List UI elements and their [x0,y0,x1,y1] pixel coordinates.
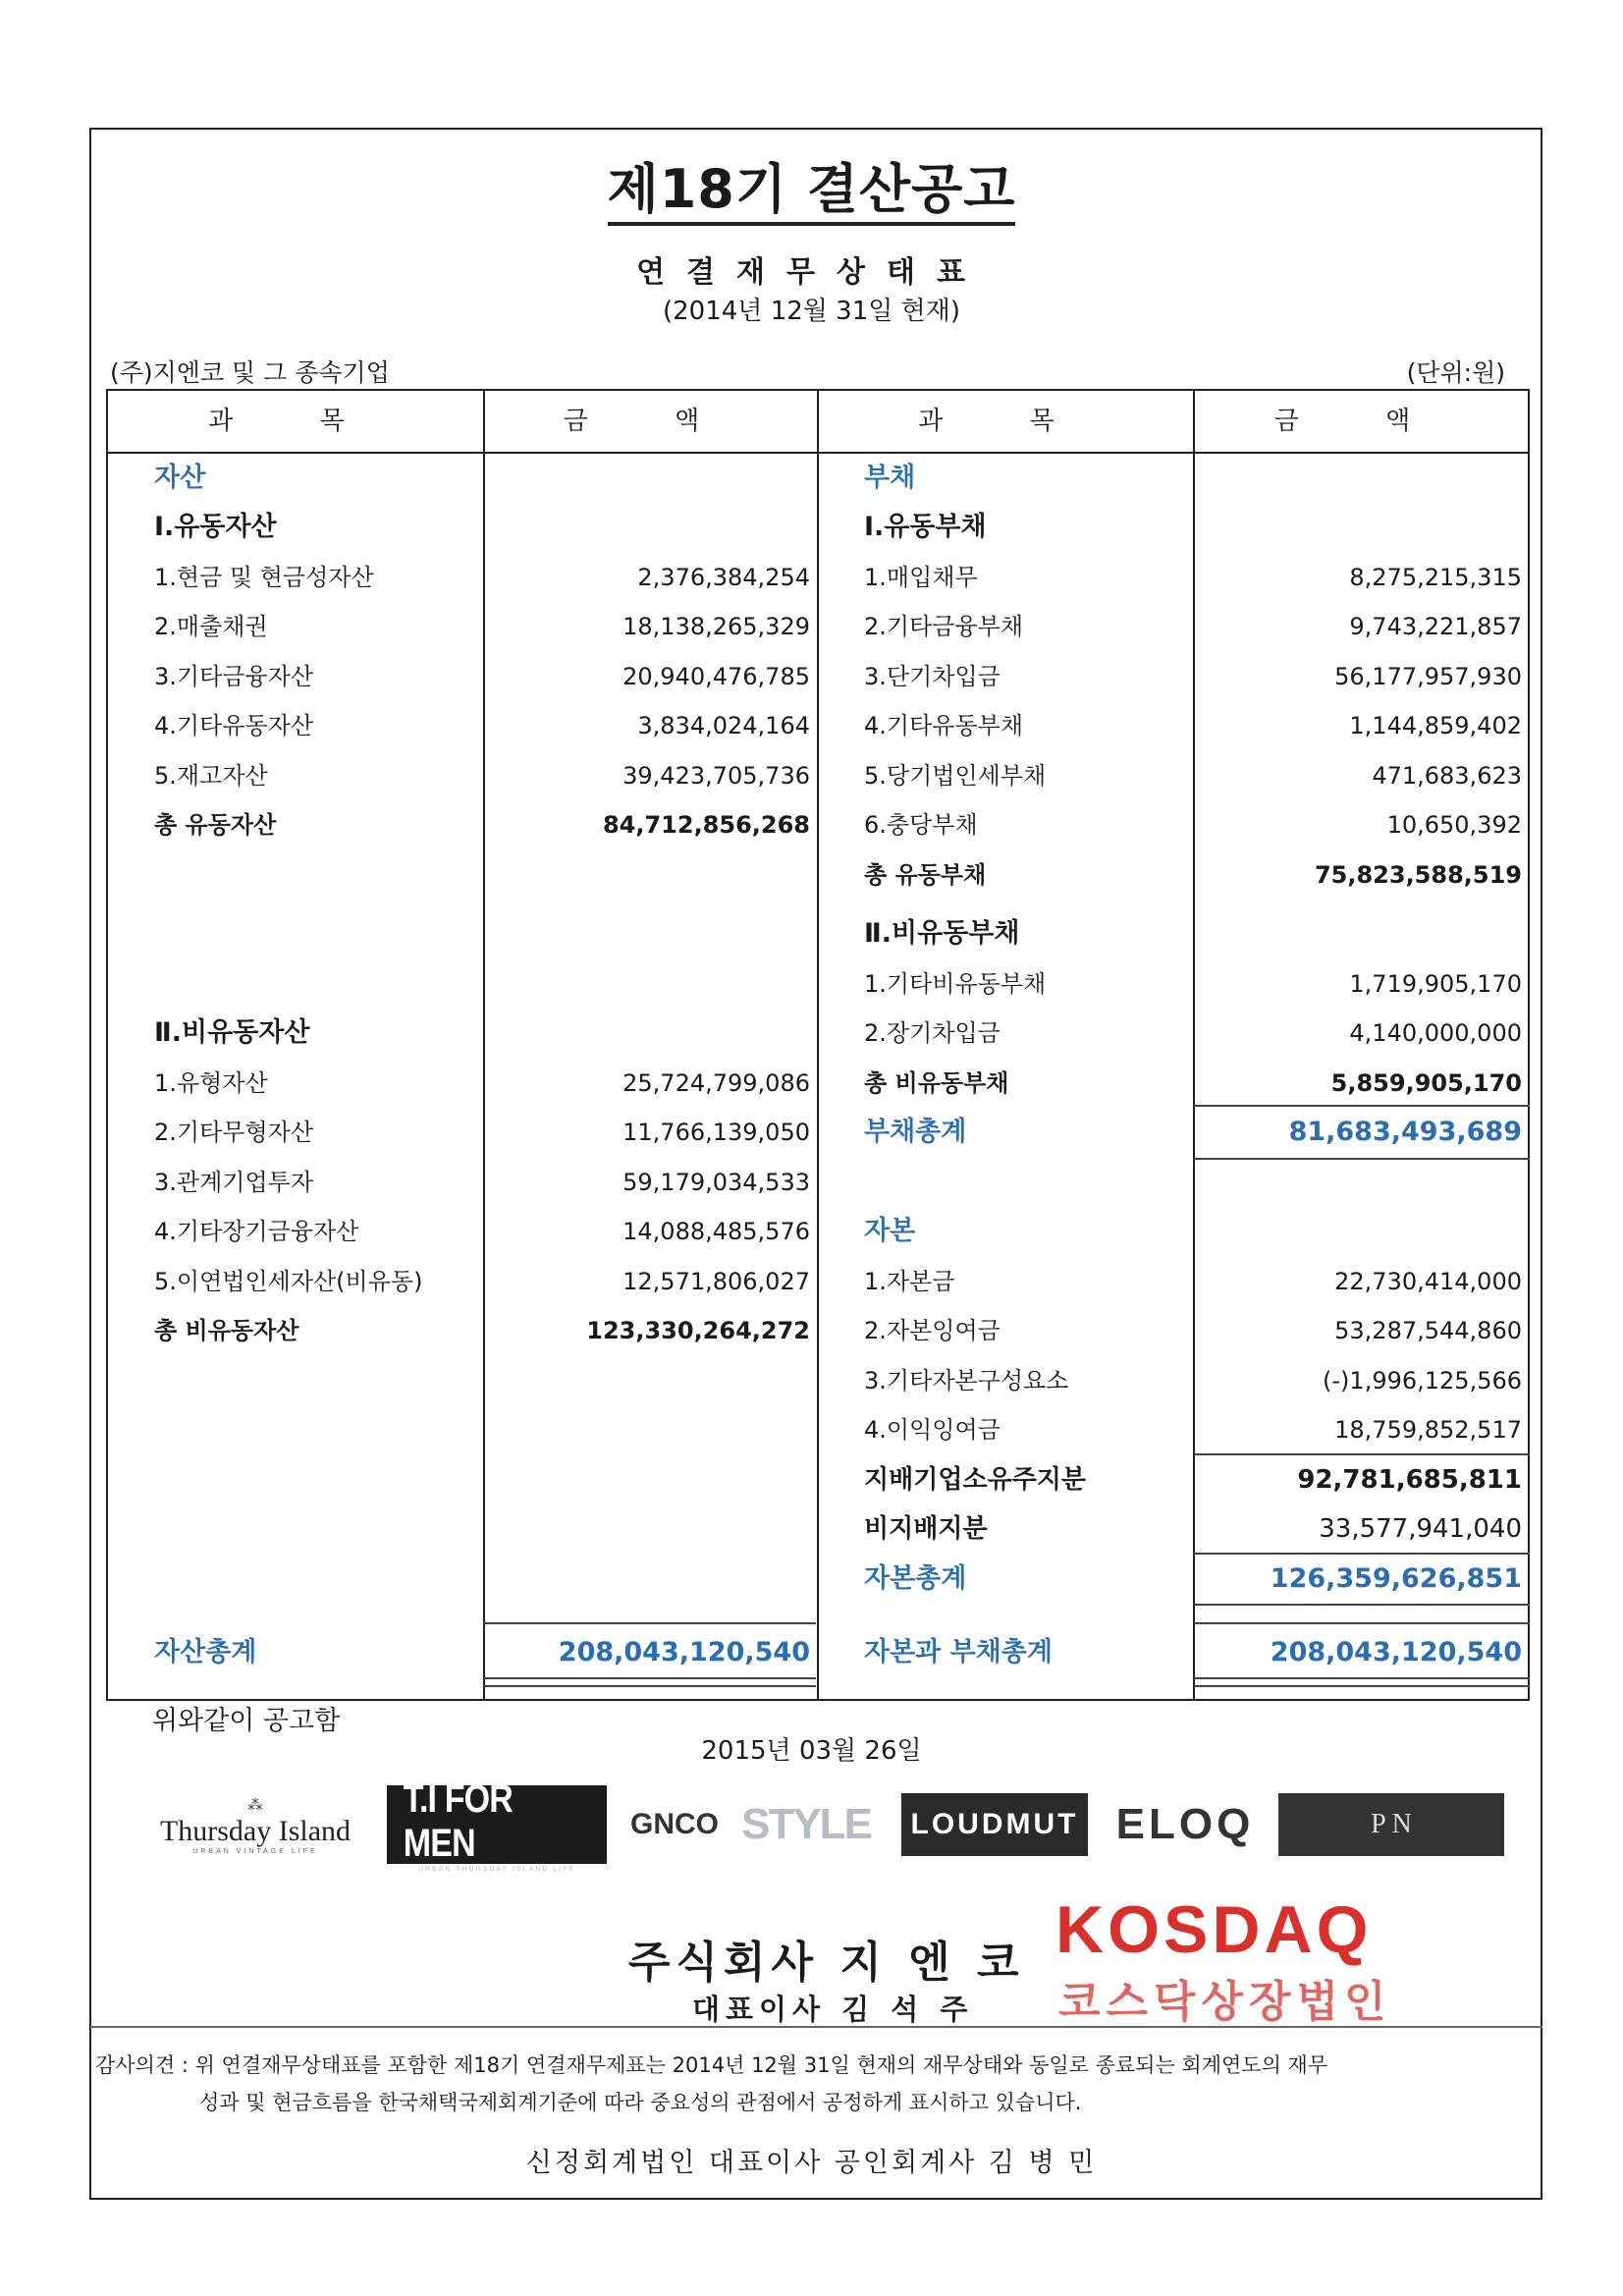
asset-item-amount: 3,834,024,164 [637,712,810,739]
total-rule [1194,1105,1530,1107]
asset-item-label: 4.기타유동자산 [154,712,314,739]
audit-opinion-line-1: 감사의견 : 위 연결재무상태표를 포함한 제18기 연결재무제표는 2014년 12월 31일 현재의 재무상태와 동일로 종료되는 회계연도의 재무 [95,2053,1328,2077]
loudmut-logo: LOUDMUT [901,1793,1088,1856]
liability-item-amount: 471,683,623 [1372,762,1522,790]
liabilities-total-label: 부채총계 [864,1117,967,1147]
asset-item-amount: 18,138,265,329 [622,613,810,640]
equity-item-label: 2.자본잉여금 [864,1317,1001,1344]
asset-item-amount: 59,179,034,533 [622,1169,810,1196]
asset-item-label: 2.기타무형자산 [154,1119,314,1146]
equity-item-amount: 53,287,544,860 [1334,1317,1522,1344]
corporation-name: 주식회사 지 엔 코 [628,1938,1025,1988]
ti-for-men-wordmark: T.I FOR MEN [403,1777,513,1865]
liability-item-amount: 4,140,000,000 [1349,1019,1522,1047]
announcement-text: 위와같이 공고함 [152,1706,341,1736]
statement-date: (2014년 12월 31일 현재) [663,297,960,326]
liability-item-amount: 1,144,859,402 [1349,712,1522,739]
assets-grand-total-label: 자산총계 [154,1637,257,1667]
ceo-name: 대표이사 김 석 주 [692,1993,974,2026]
current-assets-heading: Ⅰ.유동자산 [154,512,277,542]
total-rule [1194,1622,1530,1624]
assets-section-label: 자산 [154,463,206,493]
asset-item-label: 3.기타금융자산 [154,663,314,690]
announcement-date: 2015년 03월 26일 [701,1736,922,1766]
company-label: (주)지엔코 및 그 종속기업 [110,358,390,387]
liabilities-total-amount: 81,683,493,689 [1288,1117,1522,1147]
noncurrent-liabilities-total-amount: 5,859,905,170 [1330,1069,1522,1097]
equity-liabilities-grand-total-amount: 208,043,120,540 [1270,1637,1522,1667]
asset-item-label: 2.매출채권 [154,613,268,640]
liability-item-label: 3.단기차입금 [864,663,1001,690]
equity-total-label: 자본총계 [864,1563,967,1594]
liability-item-label: 5.당기법인세부채 [864,762,1047,790]
asset-item-label: 3.관계기업투자 [154,1169,314,1196]
total-rule [1194,1158,1530,1160]
equity-item-label: 4.이익잉여금 [864,1416,1001,1444]
ti-for-men-tagline: URBAN THURSDAY ISLAND LIFE [417,1865,576,1873]
controlling-interest-amount: 92,781,685,811 [1297,1465,1522,1495]
brand-logo-strip [137,1777,1512,1873]
asset-item-amount: 11,766,139,050 [622,1119,810,1146]
liability-item-amount: 10,650,392 [1386,811,1522,839]
statement-title: 연결재무상태표 [636,255,987,290]
audit-divider [90,2026,1542,2028]
total-rule [484,1622,816,1624]
noncurrent-liabilities-heading: Ⅱ.비유동부채 [864,918,1020,949]
pn-logo: P N [1278,1793,1504,1856]
asset-item-label: 5.재고자산 [154,762,268,790]
liabilities-section-label: 부채 [864,463,916,493]
noncontrolling-interest-label: 비지배지분 [864,1514,988,1544]
liability-item-label: 2.장기차입금 [864,1019,1001,1047]
liability-item-label: 2.기타금융부채 [864,613,1024,640]
asset-item-amount: 39,423,705,736 [622,762,810,790]
current-liabilities-heading: Ⅰ.유동부채 [864,512,987,542]
liability-item-amount: 56,177,957,930 [1334,663,1522,690]
header-item-left: 과 목 [208,407,384,436]
liability-item-label: 1.기타비유동부채 [864,970,1047,998]
kosdaq-logo: KOSDAQ [1055,1892,1373,1967]
asset-item-amount: 14,088,485,576 [622,1218,810,1245]
eloq-logo: ELOQ [1115,1800,1255,1848]
header-amount-right: 금 액 [1273,407,1450,436]
controlling-interest-label: 지배기업소유주지분 [864,1465,1087,1495]
equity-liabilities-grand-total-label: 자본과 부채총계 [864,1637,1053,1667]
current-assets-total-amount: 84,712,856,268 [602,811,810,839]
double-rule [1194,1677,1530,1687]
kosdaq-listed-label: 코스닥상장법인 [1058,1977,1392,2027]
asset-item-amount: 20,940,476,785 [622,663,810,690]
liability-item-label: 4.기타유동부채 [864,712,1024,739]
balance-sheet-table [106,389,1530,1701]
gnco-wordmark: GNCO [630,1808,719,1840]
auditor-signature: 신정회계법인 대표이사 공인회계사 김 병 민 [525,2148,1098,2178]
thursday-island-tagline: URBAN VINTAGE LIFE [192,1847,318,1855]
liability-item-amount: 1,719,905,170 [1349,970,1522,998]
liability-item-amount: 9,743,221,857 [1349,613,1522,640]
equity-item-amount: 18,759,852,517 [1334,1416,1522,1444]
ti-for-men-logo [387,1777,607,1873]
equity-section-label: 자본 [864,1216,916,1246]
noncurrent-liabilities-total-label: 총 비유동부채 [864,1069,1009,1097]
header-divider [108,452,1528,454]
noncontrolling-interest-amount: 33,577,941,040 [1319,1514,1522,1544]
equity-item-amount: (-)1,996,125,566 [1323,1367,1522,1394]
equity-total-amount: 126,359,626,851 [1270,1563,1522,1594]
asset-item-amount: 12,571,806,027 [622,1268,810,1295]
diamond-mark-icon: ⁂ [247,1796,263,1814]
header-amount-left: 금 액 [563,407,739,436]
asset-item-label: 5.이연법인세자산(비유동) [154,1268,423,1295]
column-divider [817,391,819,1699]
thursday-island-logo [137,1785,373,1864]
asset-item-label: 1.현금 및 현금성자산 [154,564,374,591]
equity-item-label: 1.자본금 [864,1268,955,1295]
equity-item-amount: 22,730,414,000 [1334,1268,1522,1295]
header-item-right: 과 목 [918,407,1094,436]
liability-item-amount: 8,275,215,315 [1349,564,1522,591]
asset-item-label: 4.기타장기금융자산 [154,1218,359,1245]
double-rule [484,1677,816,1687]
liability-item-label: 1.매입채무 [864,564,978,591]
noncurrent-assets-total-label: 총 비유동자산 [154,1317,299,1344]
audit-opinion [95,2047,1470,2121]
noncurrent-assets-total-amount: 123,330,264,272 [586,1317,810,1344]
thursday-island-wordmark: Thursday Island [159,1814,352,1847]
unit-label: (단위:원) [1406,358,1505,387]
current-assets-total-label: 총 유동자산 [154,811,277,839]
asset-item-amount: 2,376,384,254 [637,564,810,591]
asset-item-label: 1.유형자산 [154,1069,268,1097]
page-title: 제18기 결산공고 [0,147,1623,223]
total-rule [1194,1604,1530,1606]
assets-grand-total-amount: 208,043,120,540 [558,1637,810,1667]
style-wordmark: STYLE [741,1800,871,1848]
noncurrent-assets-heading: Ⅱ.비유동자산 [154,1017,310,1048]
liability-item-label: 6.충당부채 [864,811,978,839]
current-liabilities-total-label: 총 유동부채 [864,861,987,889]
asset-item-amount: 25,724,799,086 [622,1069,810,1097]
current-liabilities-total-amount: 75,823,588,519 [1314,861,1522,889]
audit-opinion-line-2: 성과 및 현금흐름을 한국채택국제회계기준에 따라 중요성의 관점에서 공정하게 표시하고 있습니다. [199,2091,1082,2114]
equity-item-label: 3.기타자본구성요소 [864,1367,1069,1394]
